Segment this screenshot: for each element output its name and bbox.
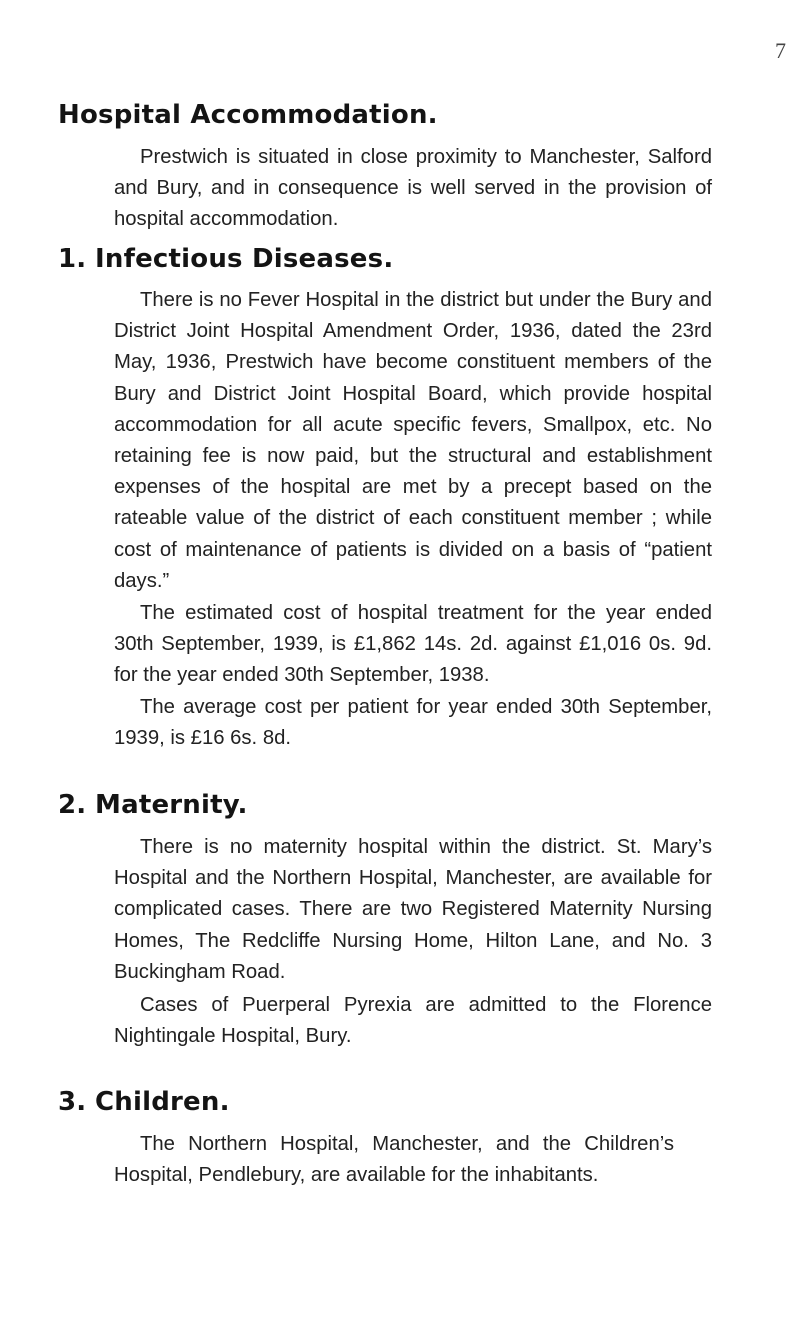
maternity-paragraph-2: Cases of Puerperal Pyrexia are admitted to the Florence Nightingale Hospital, Bury. — [114, 994, 712, 1048]
section-number: 1. — [58, 244, 87, 274]
page-number: 7 — [775, 38, 786, 63]
section-number: 3. — [58, 1087, 87, 1117]
section-heading-maternity — [58, 790, 248, 820]
page-title: Hospital Accommodation. — [58, 100, 438, 130]
infectious-diseases-paragraph-2: The estimated cost of hospital treatment for the year ended 30th September, 1939, is £1,862 14s. 2d. against £1,016 0s. 9d. for the year ended 30th September, 1938. — [114, 602, 712, 687]
infectious-diseases-paragraph-1: There is no Fever Hospital in the district but under the Bury and District Joint Hospital Amendment Order, 1936, dated the 23rd May, 1936, Prestwich have become constituent members of the Bury and District Joint Hospital Board, which provide hospital accommodation for all acute specific fevers, Smallpox, etc. No retaining fee is now paid, but the structural and establishment expenses of the hospital are met by a precept based on the rateable value of the district of each constituent member ; while cost of maintenance of patients is divided on a basis of “patient days.” — [114, 289, 712, 592]
section-title: Maternity. — [95, 790, 248, 820]
section-title: Children. — [95, 1087, 230, 1117]
children-paragraph-1: The Northern Hospital, Manchester, and the Children’s Hospital, Pendlebury, are available for the inhabitants. — [114, 1133, 674, 1187]
section-title: Infectious Diseases. — [95, 244, 394, 274]
section-heading-infectious-diseases — [58, 244, 393, 274]
maternity-paragraph-1: There is no maternity hospital within the district. St. Mary’s Hospital and the Northern Hospital, Manchester, are available for complicated cases. There are two Registered Maternity Nursing Homes, The Redcliffe Nursing Home, Hilton Lane, and No. 3 Buckingham Road. — [114, 836, 712, 983]
section-heading-children — [58, 1087, 230, 1117]
section-number: 2. — [58, 790, 87, 820]
infectious-diseases-paragraph-3: The average cost per patient for year ended 30th September, 1939, is £16 6s. 8d. — [114, 696, 712, 750]
intro-paragraph: Prestwich is situated in close proximity to Manchester, Salford and Bury, and in consequence is well served in the provision of hospital accommodation. — [114, 146, 712, 231]
